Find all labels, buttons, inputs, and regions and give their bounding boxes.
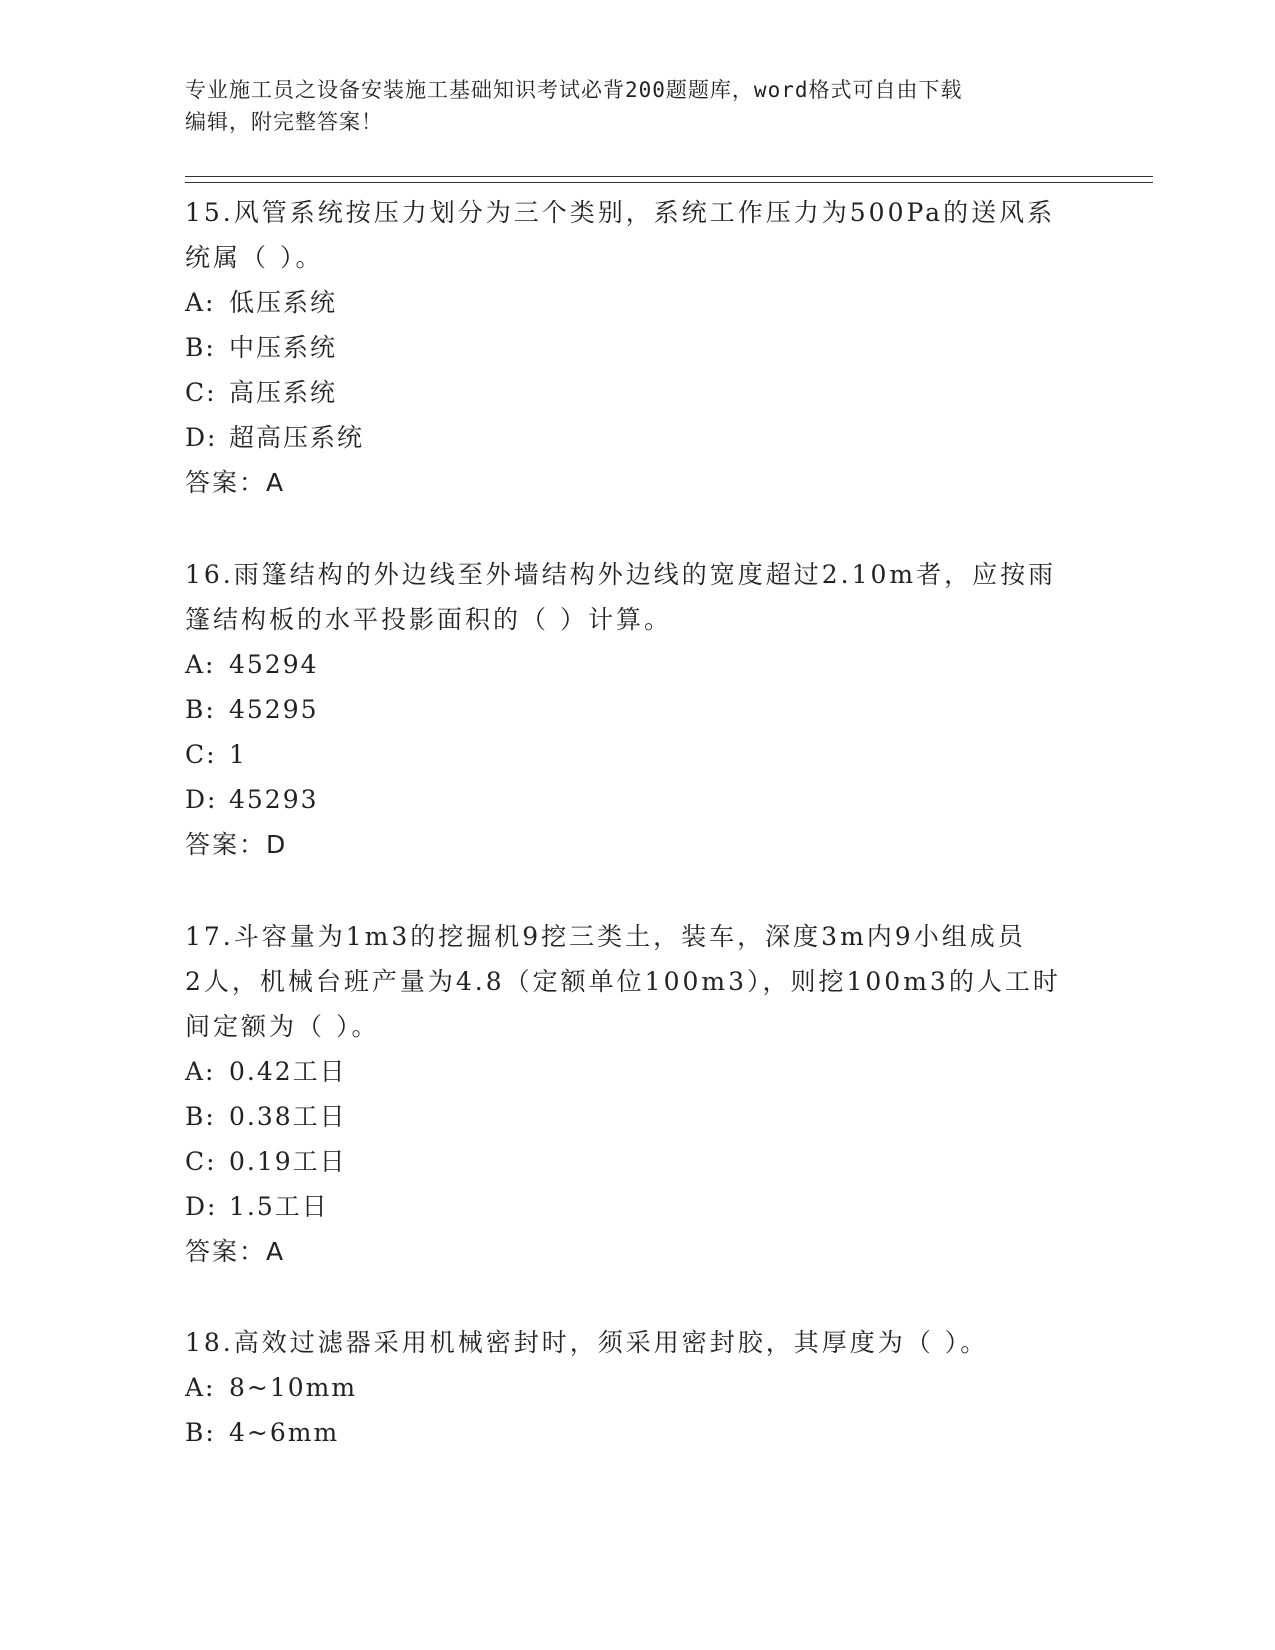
option-key: A: (185, 650, 216, 679)
option-text: 4~6mm (229, 1418, 340, 1447)
header-divider-bottom (185, 182, 1153, 183)
option-key: B: (185, 333, 216, 362)
option-text: 45294 (229, 650, 319, 679)
option-key: D: (185, 1192, 218, 1221)
option-key: A: (185, 288, 216, 317)
option-key: A: (185, 1373, 216, 1402)
answer-line: 答案：D (185, 830, 288, 859)
header-line-2: 编辑，附完整答案！ (185, 110, 383, 134)
document-header (185, 74, 1065, 138)
option-b (185, 687, 1085, 732)
option-d (185, 777, 1085, 822)
question-17 (185, 914, 1085, 1274)
option-a (185, 1049, 1085, 1094)
option-c (185, 370, 1085, 415)
option-key: D: (185, 785, 218, 814)
answer-line: 答案：A (185, 468, 286, 497)
option-text: 0.38工日 (229, 1102, 347, 1131)
header-divider-top (185, 176, 1153, 177)
option-b (185, 1410, 1085, 1455)
option-c (185, 1139, 1085, 1184)
question-15 (185, 190, 1085, 505)
question-stem-line: 15.风管系统按压力划分为三个类别，系统工作压力为500Pa的送风系 (185, 198, 1056, 227)
option-b (185, 1094, 1085, 1139)
question-stem-line: 16.雨篷结构的外边线至外墙结构外边线的宽度超过2.10m者，应按雨 (185, 560, 1057, 589)
option-text: 45293 (229, 785, 319, 814)
question-stem-line: 18.高效过滤器采用机械密封时，须采用密封胶，其厚度为（ ）。 (185, 1328, 989, 1357)
option-text: 45295 (229, 695, 319, 724)
option-key: C: (185, 1147, 217, 1176)
option-a (185, 280, 1085, 325)
option-text: 高压系统 (229, 378, 338, 407)
option-text: 低压系统 (229, 288, 338, 317)
question-stem-line: 统属（ ）。 (185, 243, 324, 272)
option-c (185, 732, 1085, 777)
option-d (185, 415, 1085, 460)
option-text: 中压系统 (229, 333, 338, 362)
option-text: 8~10mm (229, 1373, 358, 1402)
option-a (185, 1365, 1085, 1410)
option-key: B: (185, 1418, 216, 1447)
question-stem-line: 2人，机械台班产量为4.8（定额单位100m3），则挖100m3的人工时 (185, 967, 1061, 996)
option-key: C: (185, 740, 217, 769)
option-text: 1 (229, 740, 247, 769)
option-key: A: (185, 1057, 216, 1086)
header-line-1: 专业施工员之设备安装施工基础知识考试必背200题题库，word格式可自由下载 (185, 78, 963, 102)
option-key: C: (185, 378, 217, 407)
option-key: B: (185, 695, 216, 724)
option-text: 0.42工日 (229, 1057, 347, 1086)
question-16 (185, 552, 1085, 867)
option-b (185, 325, 1085, 370)
question-stem-line: 间定额为（ ）。 (185, 1012, 380, 1041)
question-stem-line: 篷结构板的水平投影面积的（ ）计算。 (185, 605, 672, 634)
option-key: D: (185, 423, 218, 452)
option-text: 超高压系统 (229, 423, 365, 452)
option-key: B: (185, 1102, 216, 1131)
question-18 (185, 1320, 1085, 1455)
option-text: 1.5工日 (229, 1192, 329, 1221)
option-text: 0.19工日 (229, 1147, 347, 1176)
option-a (185, 642, 1085, 687)
question-stem-line: 17.斗容量为1m3的挖掘机9挖三类土，装车，深度3m内9小组成员 (185, 922, 1026, 951)
answer-line: 答案：A (185, 1237, 286, 1266)
option-d (185, 1184, 1085, 1229)
